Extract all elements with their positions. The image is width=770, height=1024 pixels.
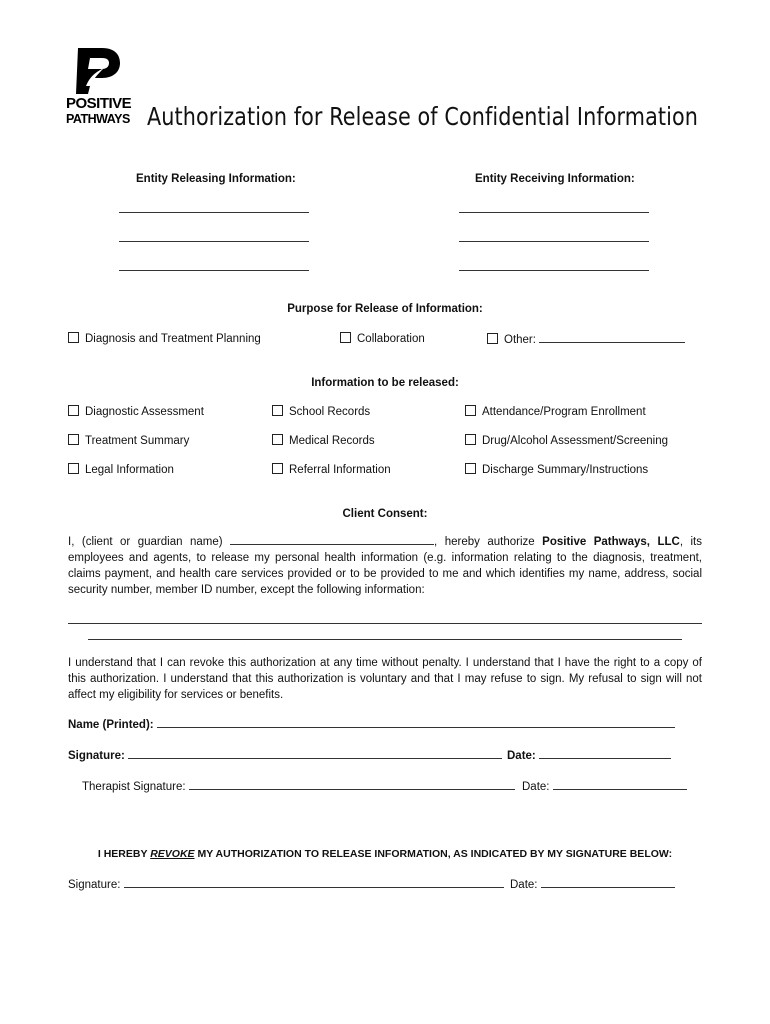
info-heading: Information to be released: [311,377,459,389]
name-printed-line[interactable] [157,717,675,728]
releasing-line-1[interactable] [119,212,309,213]
checkbox[interactable] [68,463,79,474]
consent-heading: Client Consent: [342,508,428,520]
logo-p-icon [66,46,128,98]
exception-line-2[interactable] [88,639,682,640]
entity-releasing-label: Entity Releasing Information: [136,173,296,185]
checkbox[interactable] [68,405,79,416]
checkbox[interactable] [487,333,498,344]
checkbox[interactable] [272,463,283,474]
info-option-discharge[interactable]: Discharge Summary/Instructions [465,463,648,476]
info-option-medical[interactable]: Medical Records [272,434,375,447]
info-option-referral[interactable]: Referral Information [272,463,391,476]
company-name: Positive Pathways, LLC [542,536,680,548]
name-printed-field[interactable]: Name (Printed): [68,717,675,731]
receiving-line-1[interactable] [459,212,649,213]
therapist-date-field[interactable]: Date: [522,779,687,793]
info-option-treatment[interactable]: Treatment Summary [68,434,189,447]
purpose-diagnosis-option[interactable]: Diagnosis and Treatment Planning [68,332,261,345]
receiving-line-2[interactable] [459,241,649,242]
logo-word-positive: POSITIVE [66,95,132,112]
checkbox[interactable] [465,405,476,416]
positive-pathways-logo [66,46,132,130]
checkbox[interactable] [465,434,476,445]
checkbox[interactable] [340,332,351,343]
releasing-line-3[interactable] [119,270,309,271]
therapist-signature-field[interactable]: Therapist Signature: [82,779,515,793]
checkbox[interactable] [68,332,79,343]
info-option-legal[interactable]: Legal Information [68,463,174,476]
exception-line-1[interactable] [68,623,702,624]
signature-field[interactable]: Signature: [68,748,502,762]
consent-paragraph: I, (client or guardian name) , hereby authorize Positive Pathways, LLC, its employees and agents, to release my personal health information (e.g. information relating to the diagnosis, treatment, claims payment, and health care services provided or to be provided to me and which identifies my name, address, social security number, member ID number, except the following information: [68,536,702,596]
logo-word-pathways: PATHWAYS [66,112,130,126]
revoke-date-line[interactable] [541,877,675,888]
info-option-diagnostic[interactable]: Diagnostic Assessment [68,405,204,418]
info-option-school[interactable]: School Records [272,405,370,418]
revoke-date-field[interactable]: Date: [510,877,675,891]
checkbox[interactable] [68,434,79,445]
receiving-line-3[interactable] [459,270,649,271]
info-option-attendance[interactable]: Attendance/Program Enrollment [465,405,646,418]
therapist-date-line[interactable] [553,779,687,790]
revoke-signature-field[interactable]: Signature: [68,877,504,891]
page-title: Authorization for Release of Confidential Information [147,102,698,131]
checkbox[interactable] [272,405,283,416]
info-option-drug[interactable]: Drug/Alcohol Assessment/Screening [465,434,668,447]
purpose-heading: Purpose for Release of Information: [287,303,483,315]
revoke-statement: I HEREBY REVOKE MY AUTHORIZATION TO RELEASE INFORMATION, AS INDICATED BY MY SIGNATURE BELOW: [97,848,673,860]
revoke-signature-line[interactable] [124,877,504,888]
date-line[interactable] [539,748,671,759]
other-line[interactable] [539,332,685,343]
understand-paragraph: I understand that I can revoke this authorization at any time without penalty. I understand that I have the right to a copy of this authorization. I understand that this authorization is voluntary and that I may refuse to sign. My refusal to sign will not affect my eligibility for services or benefits. [68,657,702,701]
entity-receiving-label: Entity Receiving Information: [475,173,635,185]
purpose-other-option[interactable]: Other: [487,332,685,346]
signature-line[interactable] [128,748,502,759]
releasing-line-2[interactable] [119,241,309,242]
purpose-collaboration-option[interactable]: Collaboration [340,332,425,345]
date-field[interactable]: Date: [507,748,671,762]
checkbox[interactable] [272,434,283,445]
guardian-name-line[interactable] [230,534,434,545]
checkbox[interactable] [465,463,476,474]
revoke-word: REVOKE [150,848,195,860]
therapist-signature-line[interactable] [189,779,515,790]
